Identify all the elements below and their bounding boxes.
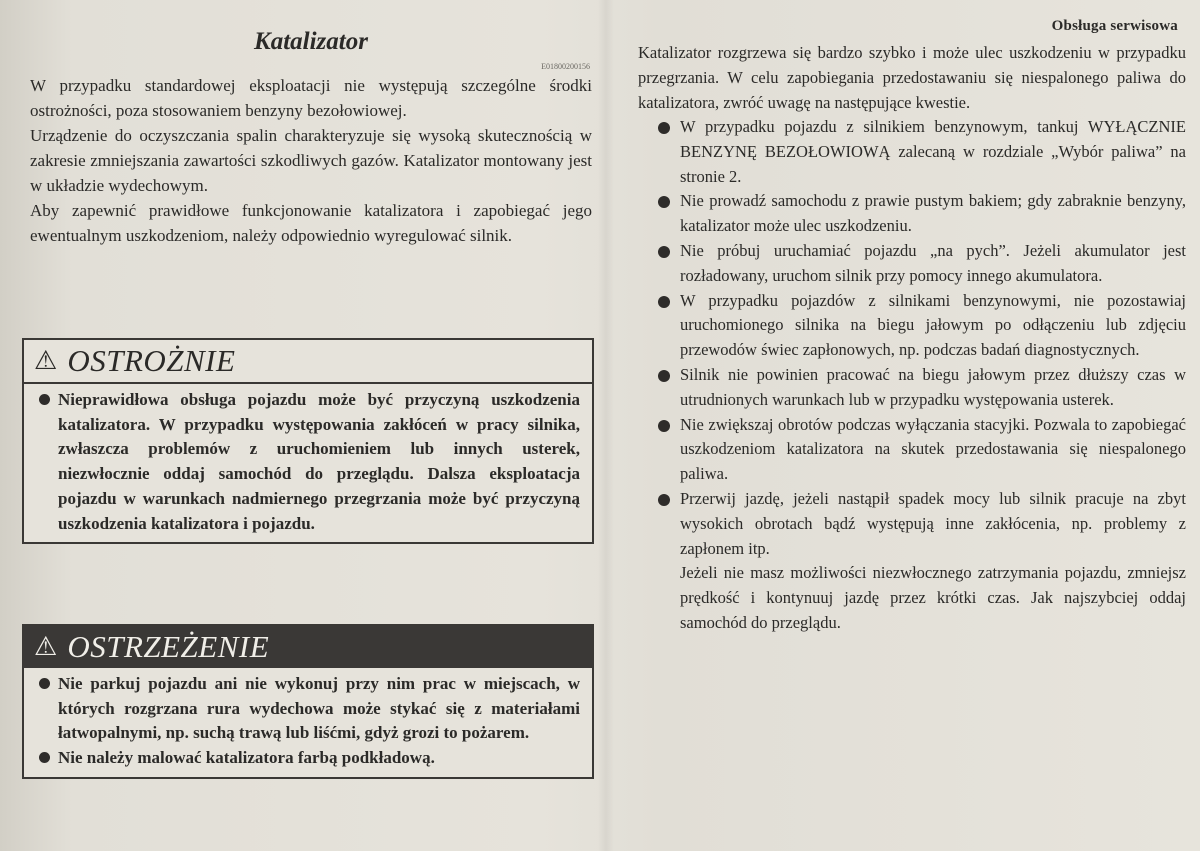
caution-item-text: Nieprawidłowa obsługa pojazdu może być przyczyną uszkodzenia katalizatora. W przypadku występowania zakłóceń w pracy silnika, zwłaszcza problemów z uruchomieniem lub innych usterek, niezwłocznie oddaj samochód do przeglądu. Dalsza eksploatacja pojazdu w warunkach nadmiernego przegrzania może być przyczyną uszkodzenia katalizatora i pojazdu. [58,390,580,533]
caution-header [24,340,592,384]
closing-paragraph: Jeżeli nie masz możliwości niezwłocznego zatrzymania pojazdu, zmniejsz prędkość i kontynuuj jazdę przez krótki czas. Jak najszybciej oddaj samochód do przeglądu. [680,563,1186,632]
left-column [30,28,592,248]
caution-body [24,384,592,542]
list-item-text: W przypadku pojazdu z silnikiem benzynowym, tankuj WYŁĄCZNIE BENZYNĘ BEZOŁOWIOWĄ zalecaną w rozdziale „Wybór paliwa” na stronie 2. [680,117,1186,186]
bullet-icon [658,196,670,208]
bullet-icon [658,296,670,308]
page-gutter [598,0,614,851]
bullet-icon [658,122,670,134]
bullet-icon [658,370,670,382]
list-item [638,413,1186,487]
right-intro-paragraph: Katalizator rozgrzewa się bardzo szybko i może ulec uszkodzeniu w przypadku przegrzania. W celu zapobiegania przedostawaniu się niespalonego paliwa do katalizatora, zwróć uwagę na następujące kwestie. [638,43,1186,112]
intro-paragraph-3: Aby zapewnić prawidłowe funkcjonowanie katalizatora i zapobiegać jego ewentualnym uszkodzeniom, należy odpowiednio wyregulować silnik. [30,201,592,245]
caution-title: OSTROŻNIE [67,343,236,378]
list-item [638,115,1186,189]
intro-paragraph-2: Urządzenie do oczyszczania spalin charakteryzuje się wysoką skutecznością w zakresie zmniejszania zawartości szkodliwych gazów. Katalizator montowany jest w układzie wydechowym. [30,126,592,195]
list-item [638,289,1186,363]
intro-paragraph-1: W przypadku standardowej eksploatacji nie występują szczególne środki ostrożności, poza stosowaniem benzyny bezołowiowej. [30,76,592,120]
bullet-icon [39,678,50,689]
bullet-icon [658,246,670,258]
bullet-icon [658,420,670,432]
warning-triangle-icon: ⚠ [34,632,58,661]
warning-item-text: Nie należy malować katalizatora farbą podkładową. [58,748,435,768]
list-item [638,189,1186,239]
section-title: Katalizator [254,28,368,55]
right-column [638,40,1186,636]
warning-item [38,746,580,771]
list-item [638,239,1186,289]
list-item-text: Przerwij jazdę, jeżeli nastąpił spadek mocy lub silnik pracuje na zbyt wysokich obrotach bądź występują inne zakłócenia, np. problemy z zapłonem itp. [680,488,1186,558]
list-item-text: W przypadku pojazdów z silnikami benzynowymi, nie pozostawiaj uruchomionego silnika na biegu jałowym po odłączeniu lub zdjęciu przewodów świec zapłonowych, np. podczas badań diagnostycznych. [680,290,1186,360]
list-item [638,363,1186,413]
list-item-text: Nie zwiększaj obrotów podczas wyłączania stacyjki. Pozwala to zapobiegać uszkodzeniom katalizatora na skutek przedostawania się niespalonego paliwa. [680,414,1186,484]
section-header: Obsługa serwisowa [1051,18,1178,34]
warning-header [24,626,592,668]
caution-item [38,388,580,536]
warning-body [24,668,592,777]
bullet-icon [658,494,670,506]
warning-title: OSTRZEŻENIE [67,629,270,664]
warning-item [38,672,580,746]
list-item [638,487,1186,561]
bullet-icon [39,752,50,763]
warning-item-text: Nie parkuj pojazdu ani nie wykonuj przy nim prac w miejscach, w których rozgrzana rura wydechowa może stykać się z materiałami łatwopalnymi, np. suchą trawą lub liśćmi, gdyż grozi to pożarem. [58,674,580,743]
bullet-icon [39,394,50,405]
list-item-text: Silnik nie powinien pracować na biegu jałowym przez dłuższy czas w utrudnionych warunkach lub w przypadku występowania usterek. [680,364,1186,409]
warning-triangle-icon: ⚠ [34,346,58,375]
caution-box [22,338,594,544]
list-item-text: Nie prowadź samochodu z prawie pustym bakiem; gdy zabraknie benzyny, katalizator może ulec uszkodzeniu. [680,191,1186,236]
document-code: E01800200156 [541,62,590,71]
warning-box [22,624,594,779]
list-item-text: Nie próbuj uruchamiać pojazdu „na pych”. Jeżeli akumulator jest rozładowany, uruchom silnik przy pomocy innego akumulatora. [680,240,1186,285]
